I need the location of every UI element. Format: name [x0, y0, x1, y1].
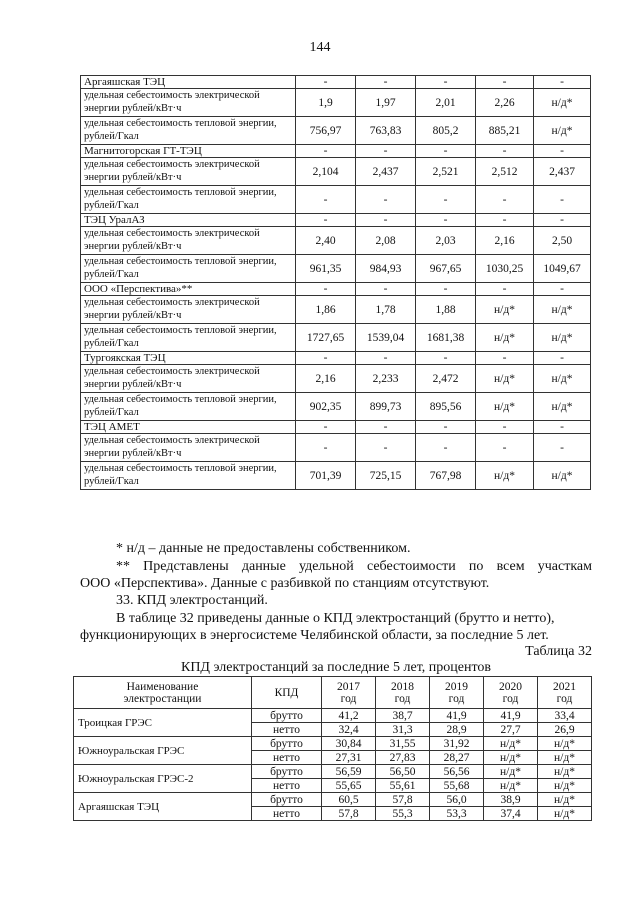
station-row: [81, 145, 591, 158]
value-cell: 2,437: [534, 158, 591, 186]
value-cell: -: [356, 186, 416, 214]
metric-label: удельная себестоимость тепловой энергии, рублей/Гкал: [81, 255, 296, 283]
value-cell: -: [296, 421, 356, 434]
metric-label: удельная себестоимость тепловой энергии, рублей/Гкал: [81, 324, 296, 352]
value-cell: 26,9: [538, 723, 592, 737]
value-cell: н/д*: [476, 296, 534, 324]
table-label: Таблица 32: [525, 644, 592, 659]
metric-label: удельная себестоимость тепловой энергии, рублей/Гкал: [81, 462, 296, 490]
paragraph-line1: В таблице 32 приведены данные о КПД электростанций (брутто и нетто),: [116, 611, 555, 626]
station-row: [81, 283, 591, 296]
header-station-name: Наименование электростанции: [74, 677, 252, 709]
value-cell: -: [534, 283, 591, 296]
value-cell: н/д*: [476, 462, 534, 490]
value-cell: 27,7: [484, 723, 538, 737]
value-cell: 57,8: [376, 793, 430, 807]
value-cell: н/д*: [484, 765, 538, 779]
value-cell: -: [534, 421, 591, 434]
metric-row: [81, 365, 591, 393]
value-cell: н/д*: [538, 779, 592, 793]
value-cell: н/д*: [534, 296, 591, 324]
value-cell: -: [476, 76, 534, 89]
station-name: Аргаяшская ТЭЦ: [81, 76, 296, 89]
metric-row: [81, 227, 591, 255]
metric-row: [81, 117, 591, 145]
value-cell: 2,01: [416, 89, 476, 117]
page-number: 144: [309, 40, 331, 55]
metric-row: [81, 324, 591, 352]
value-cell: -: [296, 145, 356, 158]
value-cell: н/д*: [476, 365, 534, 393]
kpd-table: [73, 676, 592, 821]
metric-label: удельная себестоимость электрической энергии рублей/кВт·ч: [81, 296, 296, 324]
value-cell: -: [356, 145, 416, 158]
header-year: 2020 год: [484, 677, 538, 709]
value-cell: 902,35: [296, 393, 356, 421]
value-cell: 53,3: [430, 807, 484, 821]
kpd-row: [74, 709, 592, 723]
value-cell: 30,84: [322, 737, 376, 751]
value-cell: -: [476, 186, 534, 214]
metric-row: [81, 393, 591, 421]
value-cell: -: [476, 352, 534, 365]
value-cell: -: [356, 352, 416, 365]
table-caption: КПД электростанций за последние 5 лет, процентов: [180, 660, 492, 675]
value-cell: н/д*: [538, 765, 592, 779]
value-cell: 41,9: [484, 709, 538, 723]
station-name: ТЭЦ УралАЗ: [81, 214, 296, 227]
kpd-type: нетто: [252, 723, 322, 737]
value-cell: 885,21: [476, 117, 534, 145]
value-cell: 1049,67: [534, 255, 591, 283]
value-cell: -: [356, 76, 416, 89]
value-cell: н/д*: [534, 365, 591, 393]
kpd-row: [74, 793, 592, 807]
value-cell: 41,9: [430, 709, 484, 723]
metric-label: удельная себестоимость электрической энергии рублей/кВт·ч: [81, 365, 296, 393]
value-cell: 2,104: [296, 158, 356, 186]
value-cell: н/д*: [538, 737, 592, 751]
value-cell: 2,50: [534, 227, 591, 255]
value-cell: 1,9: [296, 89, 356, 117]
station-name: Троицкая ГРЭС: [74, 709, 252, 737]
value-cell: н/д*: [534, 324, 591, 352]
value-cell: 33,4: [538, 709, 592, 723]
value-cell: н/д*: [534, 393, 591, 421]
kpd-type: нетто: [252, 807, 322, 821]
metric-label: удельная себестоимость электрической энергии рублей/кВт·ч: [81, 227, 296, 255]
kpd-type: нетто: [252, 779, 322, 793]
value-cell: 37,4: [484, 807, 538, 821]
value-cell: -: [476, 434, 534, 462]
value-cell: -: [476, 283, 534, 296]
value-cell: -: [416, 421, 476, 434]
station-row: [81, 352, 591, 365]
metric-label: удельная себестоимость тепловой энергии, рублей/Гкал: [81, 393, 296, 421]
value-cell: 31,3: [376, 723, 430, 737]
metric-row: [81, 158, 591, 186]
value-cell: н/д*: [476, 393, 534, 421]
footnote-perspektiva-line1: ** Представлены данные удельной себестоимости по всем участкам: [116, 559, 592, 574]
value-cell: -: [296, 434, 356, 462]
value-cell: 2,233: [356, 365, 416, 393]
header-year: 2021 год: [538, 677, 592, 709]
value-cell: 2,521: [416, 158, 476, 186]
station-name: Тургоякская ТЭЦ: [81, 352, 296, 365]
value-cell: 2,08: [356, 227, 416, 255]
value-cell: -: [476, 214, 534, 227]
value-cell: 1030,25: [476, 255, 534, 283]
value-cell: -: [534, 76, 591, 89]
metric-label: удельная себестоимость электрической энергии рублей/кВт·ч: [81, 89, 296, 117]
metric-row: [81, 255, 591, 283]
value-cell: 967,65: [416, 255, 476, 283]
value-cell: н/д*: [484, 737, 538, 751]
metric-row: [81, 186, 591, 214]
metric-row: [81, 296, 591, 324]
value-cell: -: [416, 214, 476, 227]
value-cell: -: [296, 76, 356, 89]
value-cell: -: [356, 214, 416, 227]
value-cell: 1,97: [356, 89, 416, 117]
value-cell: 1,78: [356, 296, 416, 324]
value-cell: н/д*: [484, 779, 538, 793]
value-cell: 2,16: [296, 365, 356, 393]
header-kpd: КПД: [252, 677, 322, 709]
kpd-row: [74, 765, 592, 779]
value-cell: 763,83: [356, 117, 416, 145]
value-cell: -: [296, 283, 356, 296]
station-name: ООО «Перспектива»**: [81, 283, 296, 296]
header-year: 2019 год: [430, 677, 484, 709]
value-cell: 984,93: [356, 255, 416, 283]
value-cell: 55,3: [376, 807, 430, 821]
value-cell: 57,8: [322, 807, 376, 821]
kpd-type: брутто: [252, 709, 322, 723]
kpd-type: брутто: [252, 765, 322, 779]
value-cell: н/д*: [538, 751, 592, 765]
value-cell: -: [296, 214, 356, 227]
value-cell: -: [356, 434, 416, 462]
value-cell: -: [416, 186, 476, 214]
value-cell: 895,56: [416, 393, 476, 421]
value-cell: н/д*: [534, 89, 591, 117]
value-cell: -: [416, 145, 476, 158]
value-cell: 27,31: [322, 751, 376, 765]
value-cell: 1681,38: [416, 324, 476, 352]
value-cell: -: [534, 186, 591, 214]
value-cell: 2,40: [296, 227, 356, 255]
footnote-perspektiva-line2: ООО «Перспектива». Данные с разбивкой по станциям отсутствуют.: [80, 576, 490, 591]
value-cell: н/д*: [538, 793, 592, 807]
value-cell: 38,7: [376, 709, 430, 723]
value-cell: 1727,65: [296, 324, 356, 352]
metric-label: удельная себестоимость тепловой энергии, рублей/Гкал: [81, 186, 296, 214]
value-cell: 756,97: [296, 117, 356, 145]
value-cell: 1,86: [296, 296, 356, 324]
value-cell: 805,2: [416, 117, 476, 145]
value-cell: 55,68: [430, 779, 484, 793]
value-cell: -: [476, 421, 534, 434]
metric-row: [81, 462, 591, 490]
value-cell: 55,65: [322, 779, 376, 793]
value-cell: 2,26: [476, 89, 534, 117]
value-cell: 899,73: [356, 393, 416, 421]
value-cell: -: [296, 186, 356, 214]
value-cell: 725,15: [356, 462, 416, 490]
value-cell: 60,5: [322, 793, 376, 807]
value-cell: -: [416, 352, 476, 365]
value-cell: н/д*: [534, 117, 591, 145]
station-row: [81, 421, 591, 434]
value-cell: 32,4: [322, 723, 376, 737]
kpd-type: брутто: [252, 793, 322, 807]
station-row: [81, 76, 591, 89]
value-cell: 28,27: [430, 751, 484, 765]
value-cell: 2,03: [416, 227, 476, 255]
header-year: 2017 год: [322, 677, 376, 709]
value-cell: -: [416, 283, 476, 296]
station-name: Магнитогорская ГТ-ТЭЦ: [81, 145, 296, 158]
value-cell: -: [534, 352, 591, 365]
cost-table: [80, 75, 591, 490]
value-cell: 41,2: [322, 709, 376, 723]
station-name: Южноуральская ГРЭС-2: [74, 765, 252, 793]
value-cell: 767,98: [416, 462, 476, 490]
kpd-type: брутто: [252, 737, 322, 751]
value-cell: -: [534, 434, 591, 462]
value-cell: -: [534, 214, 591, 227]
value-cell: 27,83: [376, 751, 430, 765]
footnote-nd: * н/д – данные не предоставлены собственником.: [116, 541, 411, 556]
value-cell: -: [534, 145, 591, 158]
kpd-type: нетто: [252, 751, 322, 765]
value-cell: 31,92: [430, 737, 484, 751]
metric-row: [81, 434, 591, 462]
metric-label: удельная себестоимость электрической энергии рублей/кВт·ч: [81, 158, 296, 186]
value-cell: 56,56: [430, 765, 484, 779]
value-cell: -: [476, 145, 534, 158]
value-cell: 1,88: [416, 296, 476, 324]
value-cell: 961,35: [296, 255, 356, 283]
header-year: 2018 год: [376, 677, 430, 709]
value-cell: н/д*: [534, 462, 591, 490]
value-cell: 31,55: [376, 737, 430, 751]
value-cell: 28,9: [430, 723, 484, 737]
kpd-row: [74, 737, 592, 751]
value-cell: 55,61: [376, 779, 430, 793]
value-cell: 2,16: [476, 227, 534, 255]
station-name: Аргаяшская ТЭЦ: [74, 793, 252, 821]
value-cell: 56,0: [430, 793, 484, 807]
station-name: ТЭЦ АМЕТ: [81, 421, 296, 434]
value-cell: -: [356, 283, 416, 296]
value-cell: 2,472: [416, 365, 476, 393]
value-cell: 56,50: [376, 765, 430, 779]
value-cell: -: [296, 352, 356, 365]
value-cell: н/д*: [484, 751, 538, 765]
value-cell: н/д*: [476, 324, 534, 352]
value-cell: -: [356, 421, 416, 434]
value-cell: 2,512: [476, 158, 534, 186]
paragraph-line2: функционирующих в энергосистеме Челябинской области, за последние 5 лет.: [80, 628, 549, 643]
metric-row: [81, 89, 591, 117]
value-cell: 701,39: [296, 462, 356, 490]
value-cell: 56,59: [322, 765, 376, 779]
value-cell: 2,437: [356, 158, 416, 186]
value-cell: -: [416, 434, 476, 462]
value-cell: 38,9: [484, 793, 538, 807]
value-cell: -: [416, 76, 476, 89]
metric-label: удельная себестоимость тепловой энергии, рублей/Гкал: [81, 117, 296, 145]
station-name: Южноуральская ГРЭС: [74, 737, 252, 765]
station-row: [81, 214, 591, 227]
metric-label: удельная себестоимость электрической энергии рублей/кВт·ч: [81, 434, 296, 462]
value-cell: н/д*: [538, 807, 592, 821]
value-cell: 1539,04: [356, 324, 416, 352]
section-heading: 33. КПД электростанций.: [116, 593, 268, 608]
